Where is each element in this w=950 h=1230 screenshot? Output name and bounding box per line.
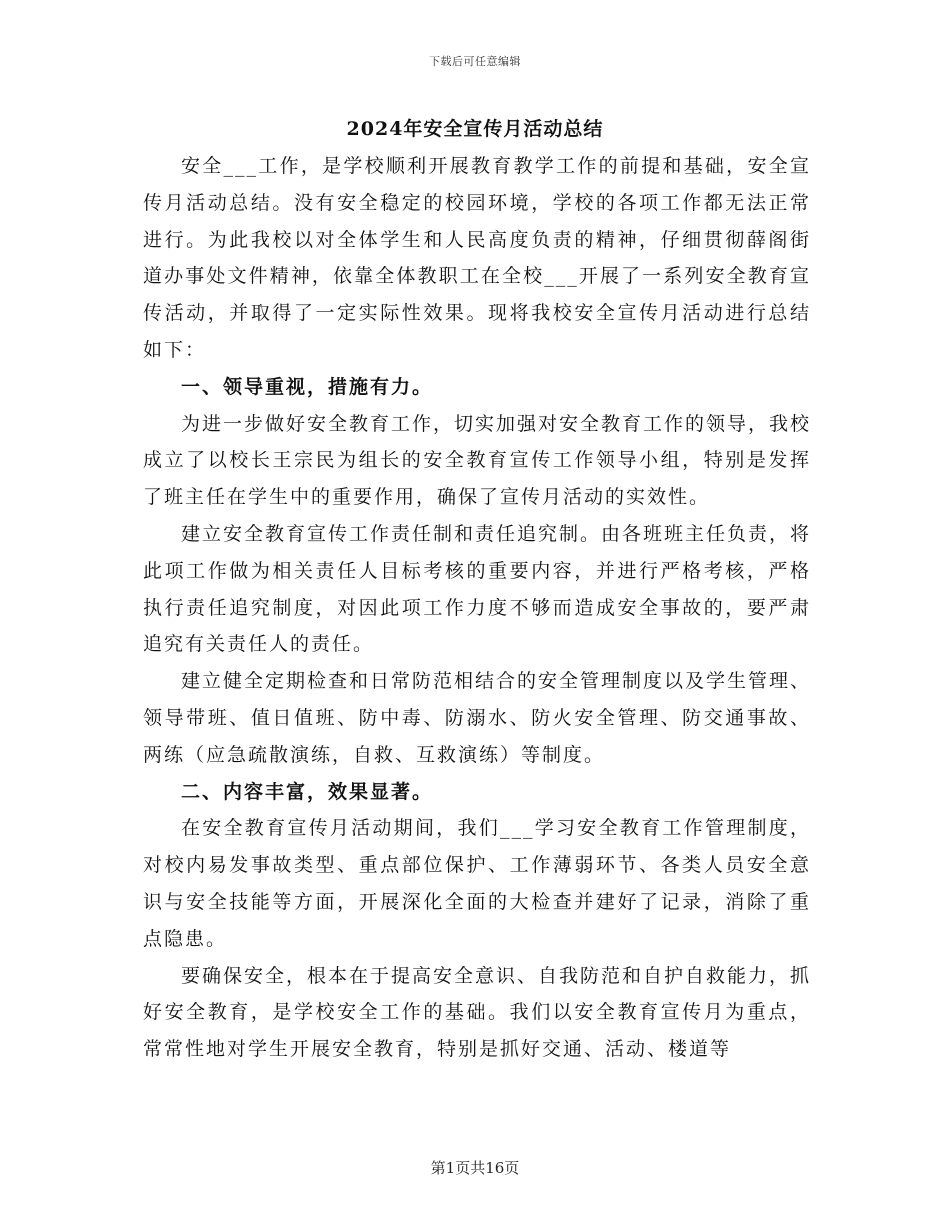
body-paragraph: 建立安全教育宣传工作责任制和责任追究制。由各班班主任负责，将此项工作做为相关责任人目标考核的重要内容，并进行严格考核，严格执行责任追究制度，对因此项工作力度不够而造成安全事故的，要严肃追究有关责任人的责任。 bbox=[143, 522, 812, 656]
body-paragraph: 要确保安全，根本在于提高安全意识、自我防范和自护自救能力，抓好安全教育，是学校安全工作的基础。我们以安全教育宣传月为重点，常常性地对学生开展安全教育，特别是抓好交通、活动、楼道等 bbox=[143, 964, 812, 1061]
document-title: 2024年安全宣传月活动总结 bbox=[346, 118, 604, 140]
document-body bbox=[143, 148, 811, 1068]
page-header: 下载后可任意编辑 bbox=[429, 55, 521, 68]
section-heading-1: 一、领导重视，措施有力。 bbox=[181, 375, 434, 398]
body-paragraph: 建立健全定期检查和日常防范相结合的安全管理制度以及学生管理、领导带班、值日值班、防中毒、防溺水、防火安全管理、防交通事故、两练（应急疏散演练，自救、互救演练）等制度。 bbox=[143, 670, 812, 766]
body-paragraph: 在安全教育宣传月活动期间，我们___学习安全教育工作管理制度，对校内易发事故类型、重点部位保护、工作薄弱环节、各类人员安全意识与安全技能等方面，开展深化全面的大检查并建好了记录，消除了重点隐患。 bbox=[143, 817, 811, 950]
intro-paragraph: 安全___工作，是学校顺利开展教育教学工作的前提和基础，安全宣传月活动总结。没有安全稳定的校园环境，学校的各项工作都无法正常进行。为此我校以对全体学生和人民高度负责的精神，仔细贯彻薛阁街道办事处文件精神，依靠全体教职工在全校___开展了一系列安全教育宣传活动，并取得了一定实际性效果。现将我校安全宣传月活动进行总结如下： bbox=[143, 155, 811, 361]
section-heading-2: 二、内容丰富，效果显著。 bbox=[181, 780, 434, 803]
body-paragraph: 为进一步做好安全教育工作，切实加强对安全教育工作的领导，我校成立了以校长王宗民为组长的安全教育宣传工作领导小组，特别是发挥了班主任在学生中的重要作用，确保了宣传月活动的实效性。 bbox=[143, 412, 812, 509]
page-footer: 第1页共16页 bbox=[430, 1159, 520, 1177]
